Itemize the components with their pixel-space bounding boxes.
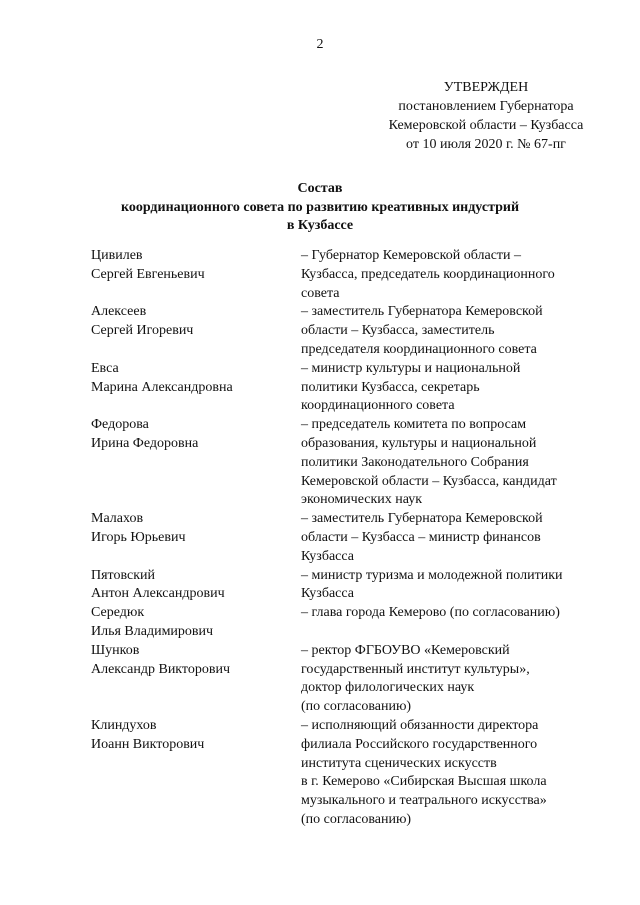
- member-name: [91, 247, 301, 303]
- approval-line: постановлением Губернатора: [398, 99, 574, 114]
- member-name: [91, 642, 301, 717]
- member-role-line: – Губернатор Кемеровской области –: [301, 248, 522, 263]
- member-row: [91, 247, 611, 303]
- member-row: [91, 360, 611, 416]
- member-role-line: образования, культуры и национальной: [301, 435, 537, 451]
- member-name-line: Игорь Юрьевич: [91, 529, 186, 545]
- approval-block: [370, 78, 602, 154]
- member-name-line: Илья Владимирович: [91, 623, 214, 639]
- member-role-line: политики Законодательного Собрания: [301, 454, 529, 470]
- member-name: [91, 416, 301, 510]
- member-row: [91, 303, 611, 359]
- member-role-line: музыкального и театрального искусства»: [301, 793, 547, 809]
- member-role-line: Кузбасса: [301, 548, 354, 564]
- member-name-line: Евса: [91, 360, 119, 376]
- member-role-line: в г. Кемерово «Сибирская Высшая школа: [301, 774, 547, 790]
- member-name-line: Ирина Федоровна: [91, 435, 199, 451]
- member-name-line: Марина Александровна: [91, 379, 233, 395]
- member-role-line: Кузбасса, председатель координационного: [301, 266, 555, 282]
- member-role-line: – ректор ФГБОУВО «Кемеровский: [301, 642, 510, 658]
- member-name: [91, 567, 301, 605]
- member-name-line: Сергей Игоревич: [91, 323, 194, 339]
- member-name: [91, 303, 301, 359]
- member-name-line: Иоанн Викторович: [91, 736, 205, 752]
- member-name-line: Цивилев: [91, 248, 143, 263]
- member-role: [301, 247, 611, 303]
- member-role-line: совета: [301, 285, 340, 301]
- members-list: [91, 247, 611, 830]
- member-role: [301, 416, 611, 510]
- member-role-line: филиала Российского государственного: [301, 736, 538, 752]
- member-role-line: доктор филологических наук: [301, 680, 475, 696]
- member-role-line: экономических наук: [301, 492, 423, 508]
- member-role: [301, 510, 611, 566]
- member-name-line: Федорова: [91, 417, 149, 433]
- member-role-line: (по согласованию): [301, 699, 412, 715]
- member-name-line: Малахов: [91, 511, 144, 527]
- member-role: [301, 642, 611, 717]
- member-role-line: государственный институт культуры»,: [301, 661, 530, 677]
- member-name: [91, 510, 301, 566]
- member-row: [91, 717, 611, 830]
- member-role-line: – министр туризма и молодежной политики: [301, 567, 563, 583]
- member-name-line: Середюк: [91, 605, 145, 621]
- member-name-line: Александр Викторович: [91, 661, 231, 677]
- page-number: 2: [316, 37, 324, 52]
- member-name: [91, 360, 301, 416]
- member-name-line: Алексеев: [91, 304, 147, 320]
- member-role-line: Кузбасса: [301, 586, 354, 602]
- member-role: [301, 303, 611, 359]
- member-role-line: председателя координационного совета: [301, 341, 537, 357]
- member-role-line: – глава города Кемерово (по согласованию): [301, 605, 560, 621]
- member-name-line: Клиндухов: [91, 717, 157, 733]
- member-role-line: – председатель комитета по вопросам: [301, 417, 527, 433]
- member-role: [301, 604, 611, 642]
- member-role-line: – исполняющий обязанности директора: [301, 717, 539, 733]
- member-name: [91, 717, 301, 830]
- member-row: [91, 567, 611, 605]
- member-role-line: области – Кузбасса, заместитель: [301, 323, 495, 339]
- member-row: [91, 510, 611, 566]
- member-role-line: – министр культуры и национальной: [301, 360, 521, 376]
- member-name-line: Сергей Евгеньевич: [91, 266, 205, 282]
- approval-line: от 10 июля 2020 г. № 67-пг: [406, 137, 566, 152]
- member-role-line: – заместитель Губернатора Кемеровской: [301, 511, 543, 527]
- member-name-line: Шунков: [91, 642, 140, 658]
- title-line: в Кузбассе: [286, 218, 354, 233]
- member-role-line: координационного совета: [301, 398, 455, 414]
- member-row: [91, 642, 611, 717]
- title-line: Состав: [297, 181, 343, 196]
- member-role-line: – заместитель Губернатора Кемеровской: [301, 304, 543, 320]
- member-role-line: политики Кузбасса, секретарь: [301, 379, 480, 395]
- document-title: [0, 180, 640, 236]
- member-row: [91, 416, 611, 510]
- member-role-line: института сценических искусств: [301, 755, 497, 771]
- member-name: [91, 604, 301, 642]
- title-line: координационного совета по развитию креативных индустрий: [120, 199, 520, 215]
- member-role: [301, 360, 611, 416]
- member-row: [91, 604, 611, 642]
- member-name-line: Пятовский: [91, 567, 156, 583]
- approval-line: Кемеровской области – Кузбасса: [388, 118, 584, 133]
- member-role: [301, 567, 611, 605]
- member-role-line: (по согласованию): [301, 811, 412, 827]
- member-role: [301, 717, 611, 830]
- approval-line: УТВЕРЖДЕН: [443, 80, 529, 95]
- member-role-line: области – Кузбасса – министр финансов: [301, 529, 541, 545]
- member-role-line: Кемеровской области – Кузбасса, кандидат: [301, 473, 557, 489]
- member-name-line: Антон Александрович: [91, 586, 225, 602]
